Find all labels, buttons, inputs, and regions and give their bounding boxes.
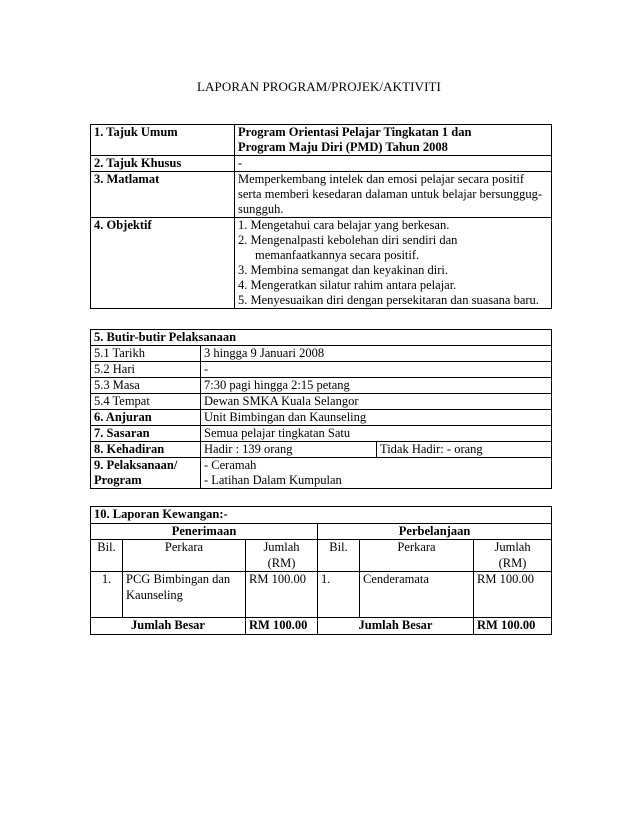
- perkara-in: [123, 572, 246, 618]
- objektif-item: 4. Mengeratkan silatur rahim antara pelajar.: [238, 278, 457, 292]
- objektif-item: 2. Mengenalpasti kebolehan diri sendiri dan: [238, 233, 458, 247]
- sasaran-value: Semua pelajar tingkatan Satu: [201, 426, 552, 442]
- sasaran-label: 7. Sasaran: [91, 426, 201, 442]
- tajuk-umum-value: [235, 125, 552, 156]
- col-jumlah-line: Jumlah: [263, 540, 300, 554]
- matlamat-line: Memperkembang intelek dan emosi pelajar secara positif: [238, 172, 525, 186]
- table-row: [91, 346, 552, 362]
- table-row: [91, 156, 552, 172]
- program-info-table: [90, 124, 552, 309]
- table-row: [91, 362, 552, 378]
- col-bil-out: Bil.: [318, 540, 360, 572]
- objektif-label: 4. Objektif: [91, 218, 235, 309]
- anjuran-label: 6. Anjuran: [91, 410, 201, 426]
- bil-out: 1.: [318, 572, 360, 618]
- table-row: [91, 218, 552, 309]
- penerimaan-header: Penerimaan: [91, 523, 318, 540]
- financial-report-table: [90, 506, 552, 635]
- anjuran-value: Unit Bimbingan dan Kaunseling: [201, 410, 552, 426]
- matlamat-line: sungguh.: [238, 202, 284, 216]
- tajuk-khusus-label: 2. Tajuk Khusus: [91, 156, 235, 172]
- col-perkara-in: Perkara: [123, 540, 246, 572]
- tempat-label: 5.4 Tempat: [91, 394, 201, 410]
- table-row: [91, 540, 552, 572]
- matlamat-value: [235, 172, 552, 218]
- hadir-value: Hadir : 139 orang: [201, 442, 377, 458]
- tarikh-label: 5.1 Tarikh: [91, 346, 201, 362]
- jumlah-besar-in: RM 100.00: [246, 618, 318, 635]
- table-row: [91, 394, 552, 410]
- perkara-out: Cenderamata: [360, 572, 474, 618]
- table-row: [91, 330, 552, 346]
- tarikh-value: 3 hingga 9 Januari 2008: [201, 346, 552, 362]
- table-row: [91, 618, 552, 635]
- col-perkara-out: Perkara: [360, 540, 474, 572]
- implementation-table: [90, 329, 552, 489]
- table-row: [91, 442, 552, 458]
- table-row: [91, 507, 552, 524]
- pelaksanaan-item: - Ceramah: [204, 458, 257, 472]
- jumlah-out: RM 100.00: [474, 572, 552, 618]
- tempat-value: Dewan SMKA Kuala Selangor: [201, 394, 552, 410]
- table-row: [91, 523, 552, 540]
- masa-label: 5.3 Masa: [91, 378, 201, 394]
- tajuk-umum-label: 1. Tajuk Umum: [91, 125, 235, 156]
- pelaksanaan-item: - Latihan Dalam Kumpulan: [204, 473, 342, 487]
- col-bil-in: Bil.: [91, 540, 123, 572]
- pelaksanaan-label-line: 9. Pelaksanaan/: [94, 458, 178, 472]
- perkara-in-line: Kaunseling: [126, 587, 183, 602]
- tidak-hadir-value: Tidak Hadir: - orang: [377, 442, 552, 458]
- col-jumlah-in: [246, 540, 318, 572]
- hari-value: -: [201, 362, 552, 378]
- objektif-item: memanfaatkannya secara positif.: [255, 248, 420, 262]
- matlamat-label: 3. Matlamat: [91, 172, 235, 218]
- jumlah-in: RM 100.00: [246, 572, 318, 618]
- objektif-item: 5. Menyesuaikan diri dengan persekitaran dan suasana baru.: [238, 293, 539, 307]
- objektif-item: 1. Mengetahui cara belajar yang berkesan.: [238, 218, 450, 232]
- perbelanjaan-header: Perbelanjaan: [318, 523, 552, 540]
- jumlah-besar-label-out: Jumlah Besar: [318, 618, 474, 635]
- masa-value: 7:30 pagi hingga 2:15 petang: [201, 378, 552, 394]
- col-jumlah-line: (RM): [267, 555, 296, 570]
- col-jumlah-line: Jumlah: [494, 540, 531, 554]
- pelaksanaan-label-line: Program: [94, 473, 142, 487]
- pelaksanaan-label: [91, 458, 201, 489]
- table-row: [91, 572, 552, 618]
- pelaksanaan-heading: 5. Butir-butir Pelaksanaan: [91, 330, 552, 346]
- tajuk-umum-line: Program Maju Diri (PMD) Tahun 2008: [238, 140, 448, 154]
- bil-in: 1.: [91, 572, 123, 618]
- tajuk-khusus-value: -: [235, 156, 552, 172]
- perkara-in-line: PCG Bimbingan dan: [126, 572, 231, 586]
- col-jumlah-line: (RM): [498, 555, 527, 570]
- document-title: LAPORAN PROGRAM/PROJEK/AKTIVITI: [197, 79, 441, 94]
- objektif-value: [235, 218, 552, 309]
- table-row: [91, 458, 552, 489]
- hari-label: 5.2 Hari: [91, 362, 201, 378]
- tajuk-umum-line: Program Orientasi Pelajar Tingkatan 1 dan: [238, 125, 472, 139]
- jumlah-besar-label-in: Jumlah Besar: [91, 618, 246, 635]
- col-jumlah-out: [474, 540, 552, 572]
- table-row: [91, 125, 552, 156]
- table-row: [91, 378, 552, 394]
- matlamat-line: serta memberi kesedaran dalaman untuk belajar bersunggug-: [238, 187, 543, 201]
- table-row: [91, 410, 552, 426]
- pelaksanaan-value: [201, 458, 552, 489]
- kehadiran-label: 8. Kehadiran: [91, 442, 201, 458]
- table-row: [91, 172, 552, 218]
- jumlah-besar-out: RM 100.00: [474, 618, 552, 635]
- kewangan-heading: 10. Laporan Kewangan:-: [91, 507, 552, 524]
- table-row: [91, 426, 552, 442]
- objektif-item: 3. Membina semangat dan keyakinan diri.: [238, 263, 449, 277]
